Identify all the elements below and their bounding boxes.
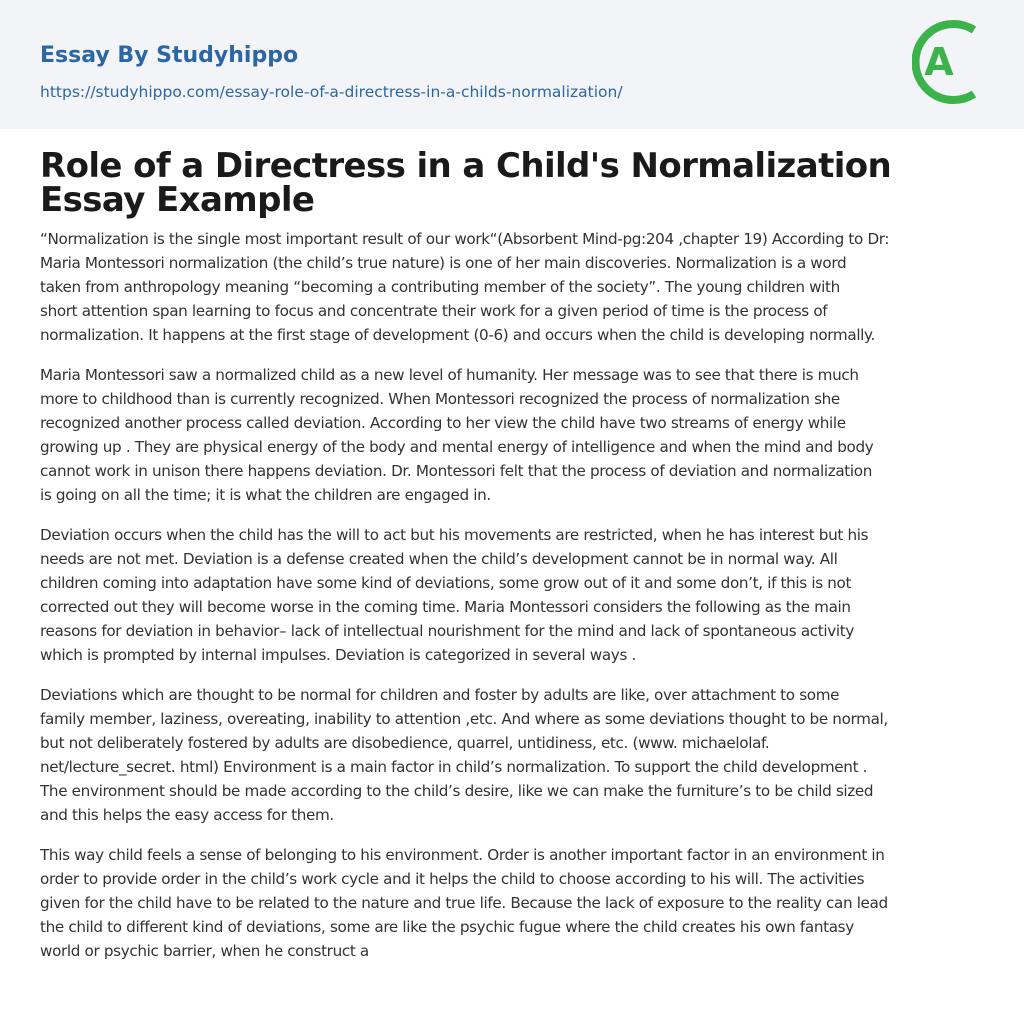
text-line: Maria Montessori saw a normalized child as a new level of humanity. Her message was to see that there is much (40, 366, 859, 384)
essay-paragraph (40, 227, 984, 347)
essay-paragraph (40, 843, 984, 963)
essay-body (40, 227, 984, 963)
text-line: “Normalization is the single most important result of our work“(Absorbent Mind-pg:204 ,chapter 19) According to Dr: (40, 230, 890, 248)
text-line: and this helps the easy access for them. (40, 806, 334, 824)
essay-paragraph (40, 523, 984, 667)
text-line: recognized another process called deviation. According to her view the child have two streams of energy while (40, 414, 846, 432)
title-line: Essay Example (40, 180, 315, 220)
logo-letter: A (924, 40, 954, 84)
text-line: growing up . They are physical energy of the body and mental energy of intelligence and when the mind and body (40, 438, 874, 456)
text-line: is going on all the time; it is what the children are engaged in. (40, 486, 491, 504)
text-line: given for the child have to be related to the nature and true life. Because the lack of exposure to the reality can lead (40, 894, 888, 912)
text-line: The environment should be made according to the child’s desire, like we can make the furniture’s to be child sized (40, 782, 874, 800)
essay-url-link[interactable]: https://studyhippo.com/essay-role-of-a-directress-in-a-childs-normalization/ (40, 83, 623, 101)
text-line: needs are not met. Deviation is a defense created when the child’s development cannot be in normal way. All (40, 550, 838, 568)
text-line: net/lecture_secret. html) Environment is a main factor in child’s normalization. To support the child development . (40, 758, 868, 776)
text-line: the child to different kind of deviations, some are like the psychic fugue where the child creates his own fantasy (40, 918, 854, 936)
text-line: reasons for deviation in behavior– lack of intellectual nourishment for the mind and lack of spontaneous activity (40, 622, 855, 640)
text-line: order to provide order in the child’s work cycle and it helps the child to choose according to his will. The activities (40, 870, 865, 888)
text-line: corrected out they will become worse in the coming time. Maria Montessori considers the following as the main (40, 598, 851, 616)
text-line: short attention span learning to focus and concentrate their work for a given period of time is the process of (40, 302, 828, 320)
text-line: Deviation occurs when the child has the will to act but his movements are restricted, when he has interest but his (40, 526, 869, 544)
text-line: Deviations which are thought to be normal for children and foster by adults are like, over attachment to some (40, 686, 840, 704)
essay-paragraph (40, 683, 984, 827)
essay-paragraph (40, 363, 984, 507)
text-line: This way child feels a sense of belonging to his environment. Order is another important factor in an environment in (40, 846, 885, 864)
text-line: Maria Montessori normalization (the child’s true nature) is one of her main discoveries. Normalization is a word (40, 254, 847, 272)
text-line: children coming into adaptation have some kind of deviations, some grow out of it and some don’t, if this is not (40, 574, 852, 592)
article (0, 146, 1024, 963)
text-line: which is prompted by internal impulses. Deviation is categorized in several ways . (40, 646, 636, 664)
text-line: more to childhood than is currently recognized. When Montessori recognized the process of normalization she (40, 390, 840, 408)
title-line: Role of a Directress in a Child's Normalization (40, 146, 892, 186)
studyhippo-logo-icon[interactable] (912, 18, 988, 106)
site-header (0, 0, 1024, 129)
text-line: but not deliberately fostered by adults are disobedience, quarrel, untidiness, etc. (www. michaelolaf. (40, 734, 770, 752)
page-title (40, 146, 984, 220)
text-line: family member, laziness, overeating, inability to attention ,etc. And where as some deviations thought to be normal, (40, 710, 888, 728)
text-line: normalization. It happens at the first stage of development (0-6) and occurs when the child is developing normally. (40, 326, 876, 344)
site-brand[interactable]: Essay By Studyhippo (40, 43, 299, 68)
text-line: world or psychic barrier, when he construct a (40, 942, 369, 960)
text-line: taken from anthropology meaning “becoming a contributing member of the society”. The young children with (40, 278, 840, 296)
text-line: cannot work in unison there happens deviation. Dr. Montessori felt that the process of deviation and normalization (40, 462, 872, 480)
